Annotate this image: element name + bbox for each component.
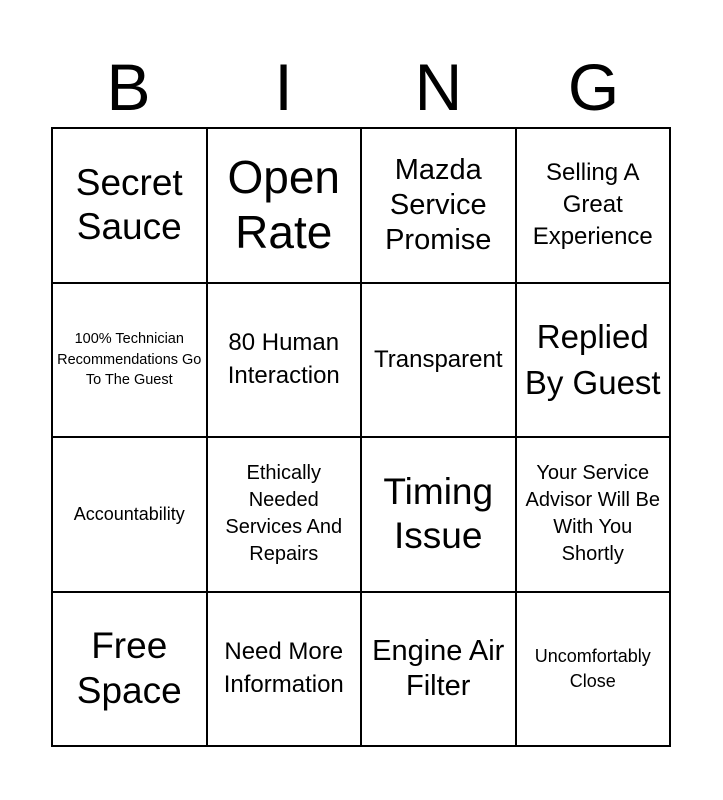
cell-text: Uncomfortably Close — [534, 646, 651, 691]
cell-text: Timing Issue — [383, 470, 494, 557]
cell-text: Transparent — [373, 345, 503, 373]
cell-text: Mazda Service Promise — [385, 154, 492, 256]
bingo-cell[interactable] — [53, 284, 208, 439]
bingo-cell[interactable] — [517, 284, 672, 439]
cell-text: Accountability — [73, 504, 185, 525]
bingo-cell[interactable] — [53, 438, 208, 593]
cell-text: 100% Technician Recommendations Go To The Guest — [57, 331, 202, 388]
cell-text: 80 Human Interaction — [227, 329, 340, 389]
cell-text: Selling A Great Experience — [532, 158, 653, 251]
bingo-cell[interactable] — [362, 129, 517, 284]
bingo-cell[interactable] — [53, 129, 208, 284]
cell-text: Your Service Advisor Will Be With You Shortly — [525, 462, 660, 566]
header-letter-i: I — [274, 50, 293, 124]
bingo-cell-free-space[interactable] — [53, 593, 208, 748]
bingo-cell[interactable] — [208, 129, 363, 284]
cell-text: Free Space — [76, 625, 182, 711]
bingo-cell[interactable] — [208, 284, 363, 439]
header-letter-n: N — [414, 50, 463, 124]
cell-text: Need More Information — [223, 638, 344, 698]
cell-text: Open Rate — [227, 151, 341, 259]
bingo-cell[interactable] — [362, 438, 517, 593]
cell-text: Secret Sauce — [75, 161, 183, 248]
bingo-cell[interactable] — [517, 129, 672, 284]
bingo-cell[interactable] — [362, 593, 517, 748]
cell-text: Replied By Guest — [524, 318, 661, 401]
bingo-cell[interactable] — [517, 438, 672, 593]
header-letter-g: G — [567, 50, 620, 124]
bingo-header — [51, 52, 671, 122]
bingo-board — [51, 127, 671, 747]
cell-text: Engine Air Filter — [372, 634, 505, 702]
bingo-cell[interactable] — [517, 593, 672, 748]
header-letter-b: B — [106, 50, 151, 124]
bingo-cell[interactable] — [208, 438, 363, 593]
cell-text: Ethically Needed Services And Repairs — [225, 462, 343, 566]
bingo-cell[interactable] — [362, 284, 517, 439]
bingo-cell[interactable] — [208, 593, 363, 748]
